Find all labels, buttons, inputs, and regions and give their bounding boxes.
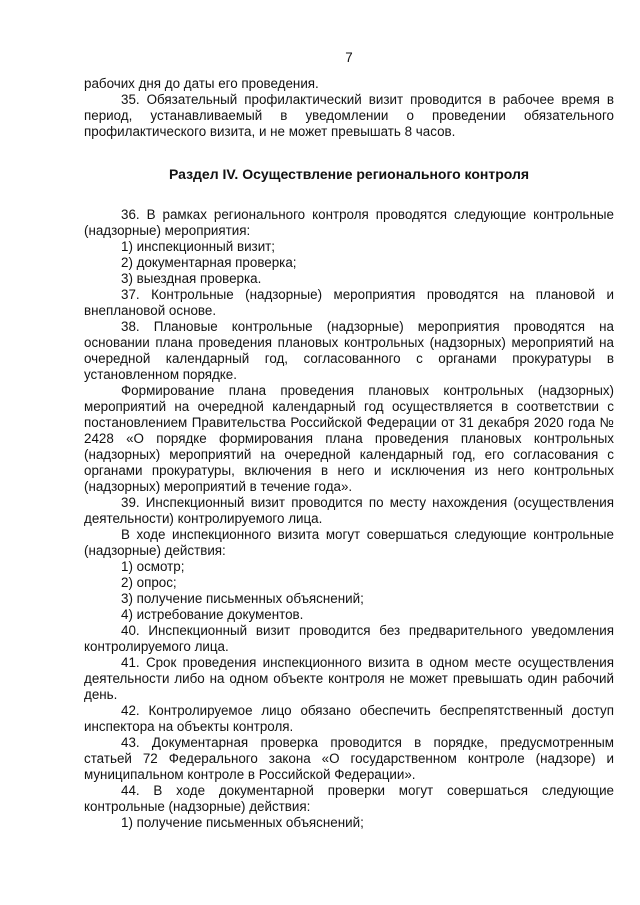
paragraph: 38. Плановые контрольные (надзорные) мероприятия проводятся на основании плана проведения плановых контрольных (надзорных) мероприятий на очередной календарный год, согласованного с органами прокуратуры в установленном порядке. xyxy=(84,319,614,382)
paragraph: рабочих дня до даты его проведения. xyxy=(84,76,319,91)
paragraph: Формирование плана проведения плановых контрольных (надзорных) мероприятий на очередной календарный год осуществляется в соответствии с постановлением Правительства Российской Федерации от 31 декабря 2020 года № 2428 «О порядке формирования плана проведения плановых контрольных (надзорных) мероприятий на очередной календарный год, его согласования с органами прокуратуры, включения в него и исключения из него контрольных (надзорных) мероприятий в течение года». xyxy=(84,383,614,494)
paragraph: 41. Срок проведения инспекционного визита в одном месте осуществления деятельности либо на одном объекте контроля не может превышать один рабочий день. xyxy=(84,655,614,702)
list-item: 1) инспекционный визит; xyxy=(121,239,276,254)
paragraph: 44. В ходе документарной проверки могут совершаться следующие контрольные (надзорные) действия: xyxy=(84,783,614,814)
paragraph: 43. Документарная проверка проводится в порядке, предусмотренным статьей 72 Федерального закона «О государственном контроле (надзоре) и муниципальном контроле в Российской Федерации». xyxy=(84,735,614,782)
paragraph: 42. Контролируемое лицо обязано обеспечить беспрепятственный доступ инспектора на объекты контроля. xyxy=(84,703,614,734)
list-item: 4) истребование документов. xyxy=(121,607,304,622)
lead-block xyxy=(84,76,614,140)
list-item: 1) получение письменных объяснений; xyxy=(121,815,364,830)
paragraph: 35. Обязательный профилактический визит проводится в рабочее время в период, устанавливаемый в уведомлении о проведении обязательного профилактического визита, и не может превышать 8 часов. xyxy=(84,92,614,139)
paragraph: В ходе инспекционного визита могут совершаться следующие контрольные (надзорные) действия: xyxy=(84,527,614,558)
list-item: 3) выездная проверка. xyxy=(121,271,262,286)
paragraph: 39. Инспекционный визит проводится по месту нахождения (осуществления деятельности) контролируемого лица. xyxy=(84,495,614,526)
paragraph: 37. Контрольные (надзорные) мероприятия проводятся на плановой и внеплановой основе. xyxy=(84,287,614,318)
list-item: 1) осмотр; xyxy=(121,559,185,574)
list-item: 2) документарная проверка; xyxy=(121,255,297,270)
paragraph: 36. В рамках регионального контроля проводятся следующие контрольные (надзорные) мероприятия: xyxy=(84,207,614,238)
list-item: 3) получение письменных объяснений; xyxy=(121,591,364,606)
list-item: 2) опрос; xyxy=(121,575,177,590)
section-body xyxy=(84,207,614,831)
paragraph: 40. Инспекционный визит проводится без предварительного уведомления контролируемого лица. xyxy=(84,623,614,654)
section-title: Раздел IV. Осуществление регионального контроля xyxy=(168,166,530,182)
document-page xyxy=(84,50,614,831)
page-number: 7 xyxy=(345,50,353,65)
